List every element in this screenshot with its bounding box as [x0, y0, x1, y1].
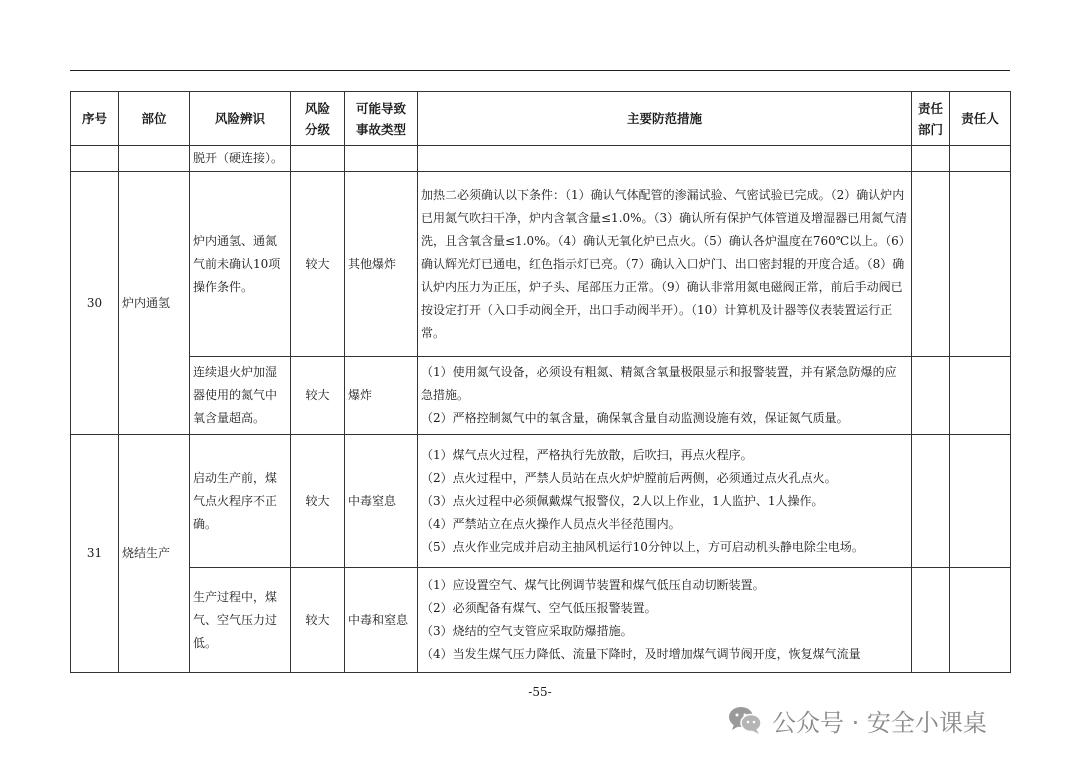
page-number: -55- — [528, 685, 552, 699]
measures-cell — [418, 357, 912, 435]
seq-cell: 30 — [71, 172, 119, 435]
header-rule — [70, 70, 1010, 71]
table-row — [71, 435, 1011, 568]
table-row — [71, 568, 1011, 673]
level-cell: 较大 — [291, 435, 345, 568]
measures-cell — [418, 435, 912, 568]
header-dept-b: 部门 — [917, 121, 943, 137]
header-dept-a: 责任 — [917, 100, 943, 116]
header-row — [71, 92, 1011, 146]
header-dept — [912, 92, 950, 146]
measure-item: （2）必须配备有煤气、空气低压报警装置。 — [421, 601, 657, 615]
table-row — [71, 172, 1011, 357]
header-accident — [345, 92, 418, 146]
measure-item: （5）点火作业完成并启动主抽风机运行10分钟以上，方可启动机头静电除尘电场。 — [421, 539, 864, 554]
risk-cell: 炉内通氢、通氮气前未确认10项操作条件。 — [190, 172, 291, 357]
header-part: 部位 — [119, 92, 190, 146]
watermark-text: 公众号 · 安全小课桌 — [772, 708, 987, 737]
measure-item: （1）煤气点火过程，严格执行先放散，后吹扫，再点火程序。 — [421, 447, 753, 462]
measure-item: （4）严禁站立在点火操作人员点火半径范围内。 — [421, 516, 681, 531]
risk-cell: 生产过程中，煤气、空气压力过低。 — [190, 568, 291, 673]
accident-cell: 爆炸 — [345, 357, 418, 435]
measure-item: （1）使用氮气设备，必须设有粗氮、精氮含氧量极限显示和报警装置，并有紧急防爆的应急措施。 — [421, 365, 897, 402]
header-level — [291, 92, 345, 146]
header-measures: 主要防范措施 — [418, 92, 912, 146]
risk-cell: 启动生产前，煤气点火程序不正确。 — [190, 435, 291, 568]
measures-cell: 加热二必须确认以下条件：（1）确认气体配管的渗漏试验、气密试验已完成。（2）确认炉内已用氮气吹扫干净，炉内含氧含量≤1.0%。（3）确认所有保护气体管道及增湿器已用氮气清洗，且含氧含量≤1.0%。（4）确认无氧化炉已点火。（5）确认各炉温度在760℃以上。（6）确认辉光灯已通电，红色指示灯已亮。（7）确认入口炉门、出口密封辊的开度合适。（8）确认炉内压力为正压，炉子头、尾部压力正常。（9）确认非常用氮电磁阀正常，前后手动阀已按设定打开（入口手动阀全开，出口手动阀半开）。（10）计算机及计器等仪表装置运行正常。 — [418, 172, 912, 357]
risk-cell: 脱开（硬连接）。 — [190, 146, 291, 172]
header-accident-b: 事故类型 — [355, 121, 406, 137]
level-cell: 较大 — [291, 568, 345, 673]
accident-cell: 中毒窒息 — [345, 435, 418, 568]
header-risk: 风险辨识 — [190, 92, 291, 146]
table-row — [71, 357, 1011, 435]
measure-item: （3）烧结的空气支管应采取防爆措施。 — [421, 624, 633, 638]
wechat-icon — [728, 705, 762, 735]
accident-cell: 其他爆炸 — [345, 172, 418, 357]
table-row — [71, 146, 1011, 172]
part-cell: 烧结生产 — [119, 435, 190, 673]
part-cell: 炉内通氢 — [119, 172, 190, 435]
measures-cell — [418, 568, 912, 673]
risk-cell: 连续退火炉加湿器使用的氮气中氧含量超高。 — [190, 357, 291, 435]
header-level-b: 分级 — [304, 121, 330, 137]
measure-item: （4）当发生煤气压力降低、流量下降时，及时增加煤气调节阀开度，恢复煤气流量 — [421, 647, 861, 661]
risk-table — [70, 91, 1011, 673]
header-accident-a: 可能导致 — [355, 100, 406, 116]
level-cell: 较大 — [291, 357, 345, 435]
watermark — [728, 702, 987, 738]
measure-item: （1）应设置空气、煤气比例调节装置和煤气低压自动切断装置。 — [421, 578, 765, 592]
measure-item: （2）点火过程中，严禁人员站在点火炉炉膛前后两侧，必须通过点火孔点火。 — [421, 470, 837, 485]
header-level-a: 风险 — [304, 100, 330, 116]
measure-item: （2）严格控制氮气中的氧含量，确保氧含量自动监测设施有效，保证氮气质量。 — [421, 411, 849, 425]
header-person: 责任人 — [950, 92, 1011, 146]
level-cell: 较大 — [291, 172, 345, 357]
measure-item: （3）点火过程中必须佩戴煤气报警仪，2人以上作业，1人监护、1人操作。 — [421, 493, 824, 508]
header-seq: 序号 — [71, 92, 119, 146]
accident-cell: 中毒和窒息 — [345, 568, 418, 673]
seq-cell: 31 — [71, 435, 119, 673]
